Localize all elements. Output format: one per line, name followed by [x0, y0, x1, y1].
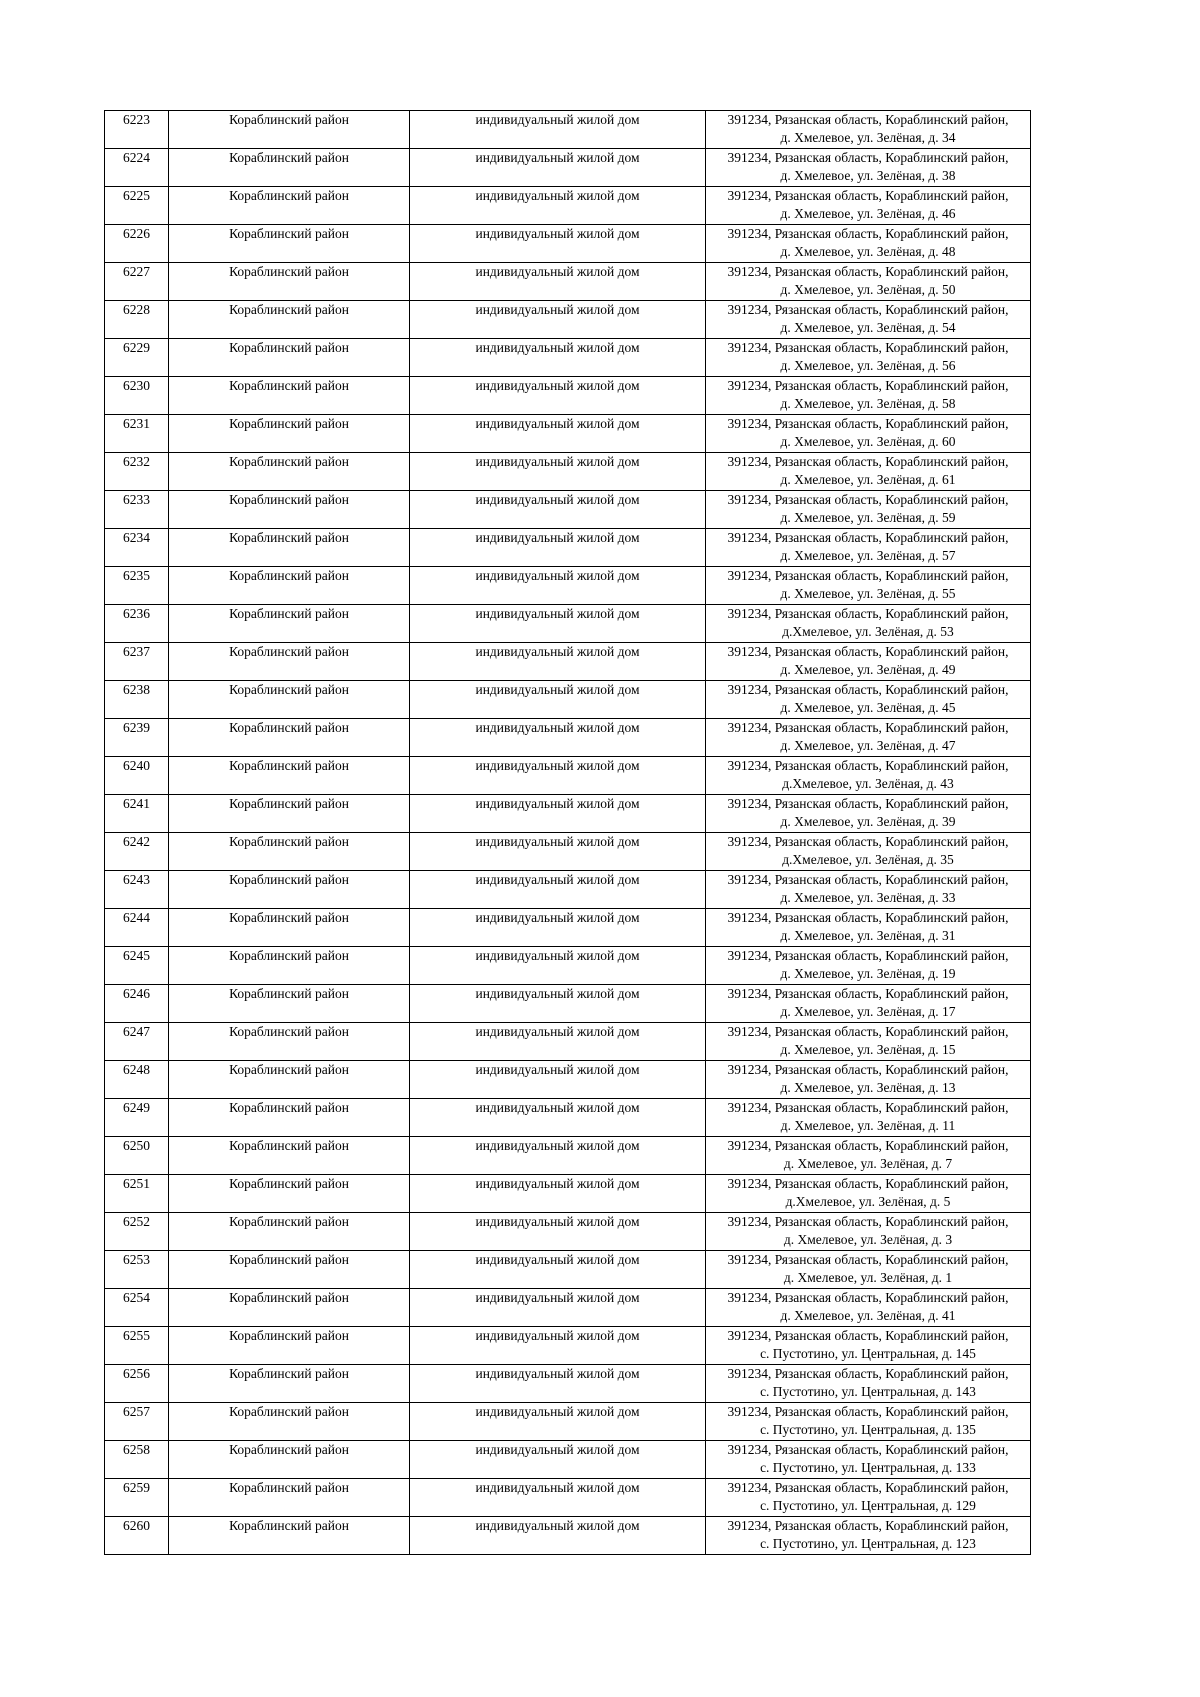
address-cell [706, 757, 1031, 795]
address-cell [706, 909, 1031, 947]
district-cell: Кораблинский район [169, 529, 410, 567]
district-cell: Кораблинский район [169, 1175, 410, 1213]
address-line-2: д. Хмелевое, ул. Зелёная, д. 46 [780, 206, 956, 221]
address-line-1: 391234, Рязанская область, Кораблинский район, [727, 682, 1009, 697]
row-number-cell: 6236 [105, 605, 169, 643]
address-cell [706, 1061, 1031, 1099]
table-row [105, 149, 1031, 187]
address-line-2: д. Хмелевое, ул. Зелёная, д. 19 [780, 966, 956, 981]
building-type-cell: индивидуальный жилой дом [410, 1061, 706, 1099]
address-line-2: д. Хмелевое, ул. Зелёная, д. 54 [780, 320, 956, 335]
table-row [105, 453, 1031, 491]
table-row [105, 605, 1031, 643]
district-cell: Кораблинский район [169, 605, 410, 643]
table-row [105, 187, 1031, 225]
table-row [105, 263, 1031, 301]
row-number-cell: 6237 [105, 643, 169, 681]
address-line-2: д. Хмелевое, ул. Зелёная, д. 3 [783, 1232, 953, 1247]
district-cell: Кораблинский район [169, 947, 410, 985]
address-cell [706, 1137, 1031, 1175]
address-cell [706, 1251, 1031, 1289]
registry-table-body [105, 111, 1031, 1555]
address-cell [706, 1327, 1031, 1365]
address-line-1: 391234, Рязанская область, Кораблинский район, [727, 1024, 1009, 1039]
address-cell [706, 187, 1031, 225]
row-number-cell: 6230 [105, 377, 169, 415]
table-row [105, 529, 1031, 567]
district-cell: Кораблинский район [169, 1023, 410, 1061]
address-line-2: д. Хмелевое, ул. Зелёная, д. 57 [780, 548, 956, 563]
building-type-cell: индивидуальный жилой дом [410, 681, 706, 719]
address-line-2: д. Хмелевое, ул. Зелёная, д. 15 [780, 1042, 956, 1057]
address-cell [706, 225, 1031, 263]
address-line-1: 391234, Рязанская область, Кораблинский район, [727, 378, 1009, 393]
table-row [105, 1479, 1031, 1517]
row-number-cell: 6225 [105, 187, 169, 225]
address-line-2: д. Хмелевое, ул. Зелёная, д. 48 [780, 244, 956, 259]
district-cell: Кораблинский район [169, 1403, 410, 1441]
table-row [105, 1403, 1031, 1441]
address-line-2: д. Хмелевое, ул. Зелёная, д. 7 [783, 1156, 953, 1171]
district-cell: Кораблинский район [169, 263, 410, 301]
building-type-cell: индивидуальный жилой дом [410, 263, 706, 301]
address-line-1: 391234, Рязанская область, Кораблинский район, [727, 910, 1009, 925]
address-cell [706, 643, 1031, 681]
building-type-cell: индивидуальный жилой дом [410, 529, 706, 567]
district-cell: Кораблинский район [169, 491, 410, 529]
row-number-cell: 6239 [105, 719, 169, 757]
row-number-cell: 6240 [105, 757, 169, 795]
table-row [105, 1061, 1031, 1099]
building-type-cell: индивидуальный жилой дом [410, 1251, 706, 1289]
address-cell [706, 795, 1031, 833]
address-line-1: 391234, Рязанская область, Кораблинский район, [727, 1442, 1009, 1457]
table-row [105, 1365, 1031, 1403]
table-row [105, 377, 1031, 415]
address-line-1: 391234, Рязанская область, Кораблинский район, [727, 1176, 1009, 1191]
table-row [105, 1099, 1031, 1137]
building-type-cell: индивидуальный жилой дом [410, 871, 706, 909]
address-line-1: 391234, Рязанская область, Кораблинский район, [727, 644, 1009, 659]
address-cell [706, 1479, 1031, 1517]
address-line-1: 391234, Рязанская область, Кораблинский район, [727, 454, 1009, 469]
address-line-2: с. Пустотино, ул. Центральная, д. 145 [760, 1346, 976, 1361]
row-number-cell: 6260 [105, 1517, 169, 1555]
housing-registry-table [104, 110, 1031, 1555]
building-type-cell: индивидуальный жилой дом [410, 1023, 706, 1061]
row-number-cell: 6247 [105, 1023, 169, 1061]
address-line-1: 391234, Рязанская область, Кораблинский район, [727, 758, 1009, 773]
table-row [105, 301, 1031, 339]
district-cell: Кораблинский район [169, 1213, 410, 1251]
address-line-1: 391234, Рязанская область, Кораблинский район, [727, 492, 1009, 507]
building-type-cell: индивидуальный жилой дом [410, 909, 706, 947]
building-type-cell: индивидуальный жилой дом [410, 301, 706, 339]
district-cell: Кораблинский район [169, 415, 410, 453]
district-cell: Кораблинский район [169, 377, 410, 415]
building-type-cell: индивидуальный жилой дом [410, 1479, 706, 1517]
building-type-cell: индивидуальный жилой дом [410, 1365, 706, 1403]
table-row [105, 1213, 1031, 1251]
building-type-cell: индивидуальный жилой дом [410, 111, 706, 149]
table-row [105, 1137, 1031, 1175]
building-type-cell: индивидуальный жилой дом [410, 567, 706, 605]
address-line-1: 391234, Рязанская область, Кораблинский район, [727, 1518, 1009, 1533]
building-type-cell: индивидуальный жилой дом [410, 1327, 706, 1365]
table-row [105, 1517, 1031, 1555]
address-line-2: д. Хмелевое, ул. Зелёная, д. 59 [780, 510, 956, 525]
district-cell: Кораблинский район [169, 567, 410, 605]
table-row [105, 1327, 1031, 1365]
address-line-2: д. Хмелевое, ул. Зелёная, д. 41 [780, 1308, 956, 1323]
address-line-2: д. Хмелевое, ул. Зелёная, д. 58 [780, 396, 956, 411]
address-line-1: 391234, Рязанская область, Кораблинский район, [727, 112, 1009, 127]
address-line-2: д. Хмелевое, ул. Зелёная, д. 55 [780, 586, 956, 601]
row-number-cell: 6231 [105, 415, 169, 453]
address-line-2: с. Пустотино, ул. Центральная, д. 129 [760, 1498, 976, 1513]
address-cell [706, 301, 1031, 339]
row-number-cell: 6228 [105, 301, 169, 339]
district-cell: Кораблинский район [169, 1327, 410, 1365]
address-cell [706, 871, 1031, 909]
address-line-1: 391234, Рязанская область, Кораблинский район, [727, 568, 1009, 583]
address-line-1: 391234, Рязанская область, Кораблинский район, [727, 1214, 1009, 1229]
address-line-1: 391234, Рязанская область, Кораблинский район, [727, 1252, 1009, 1267]
building-type-cell: индивидуальный жилой дом [410, 453, 706, 491]
address-line-1: 391234, Рязанская область, Кораблинский район, [727, 986, 1009, 1001]
row-number-cell: 6257 [105, 1403, 169, 1441]
address-line-1: 391234, Рязанская область, Кораблинский район, [727, 872, 1009, 887]
address-line-1: 391234, Рязанская область, Кораблинский район, [727, 1404, 1009, 1419]
address-line-1: 391234, Рязанская область, Кораблинский район, [727, 226, 1009, 241]
table-row [105, 567, 1031, 605]
district-cell: Кораблинский район [169, 681, 410, 719]
address-cell [706, 719, 1031, 757]
row-number-cell: 6229 [105, 339, 169, 377]
address-cell [706, 1289, 1031, 1327]
row-number-cell: 6253 [105, 1251, 169, 1289]
table-row [105, 909, 1031, 947]
address-cell [706, 1365, 1031, 1403]
table-row [105, 111, 1031, 149]
row-number-cell: 6258 [105, 1441, 169, 1479]
address-cell [706, 985, 1031, 1023]
building-type-cell: индивидуальный жилой дом [410, 1213, 706, 1251]
address-line-1: 391234, Рязанская область, Кораблинский район, [727, 150, 1009, 165]
address-cell [706, 415, 1031, 453]
row-number-cell: 6224 [105, 149, 169, 187]
table-row [105, 947, 1031, 985]
building-type-cell: индивидуальный жилой дом [410, 491, 706, 529]
table-row [105, 985, 1031, 1023]
address-line-2: д. Хмелевое, ул. Зелёная, д. 56 [780, 358, 956, 373]
address-line-2: д.Хмелевое, ул. Зелёная, д. 35 [782, 852, 954, 867]
address-line-2: с. Пустотино, ул. Центральная, д. 143 [760, 1384, 976, 1399]
address-cell [706, 1099, 1031, 1137]
address-line-1: 391234, Рязанская область, Кораблинский район, [727, 1328, 1009, 1343]
row-number-cell: 6259 [105, 1479, 169, 1517]
address-line-2: д. Хмелевое, ул. Зелёная, д. 47 [780, 738, 956, 753]
address-line-2: д.Хмелевое, ул. Зелёная, д. 5 [785, 1194, 951, 1209]
address-line-2: д. Хмелевое, ул. Зелёная, д. 50 [780, 282, 956, 297]
building-type-cell: индивидуальный жилой дом [410, 795, 706, 833]
table-row [105, 833, 1031, 871]
address-cell [706, 567, 1031, 605]
row-number-cell: 6246 [105, 985, 169, 1023]
address-cell [706, 1403, 1031, 1441]
address-line-2: д. Хмелевое, ул. Зелёная, д. 60 [780, 434, 956, 449]
building-type-cell: индивидуальный жилой дом [410, 187, 706, 225]
district-cell: Кораблинский район [169, 1251, 410, 1289]
address-cell [706, 339, 1031, 377]
building-type-cell: индивидуальный жилой дом [410, 149, 706, 187]
district-cell: Кораблинский район [169, 643, 410, 681]
building-type-cell: индивидуальный жилой дом [410, 1517, 706, 1555]
building-type-cell: индивидуальный жилой дом [410, 643, 706, 681]
building-type-cell: индивидуальный жилой дом [410, 1137, 706, 1175]
district-cell: Кораблинский район [169, 1061, 410, 1099]
table-row [105, 1175, 1031, 1213]
address-cell [706, 1023, 1031, 1061]
building-type-cell: индивидуальный жилой дом [410, 757, 706, 795]
district-cell: Кораблинский район [169, 719, 410, 757]
address-cell [706, 111, 1031, 149]
district-cell: Кораблинский район [169, 909, 410, 947]
address-line-2: д. Хмелевое, ул. Зелёная, д. 1 [783, 1270, 953, 1285]
address-line-1: 391234, Рязанская область, Кораблинский район, [727, 1290, 1009, 1305]
row-number-cell: 6226 [105, 225, 169, 263]
address-line-2: д. Хмелевое, ул. Зелёная, д. 34 [780, 130, 956, 145]
row-number-cell: 6238 [105, 681, 169, 719]
row-number-cell: 6233 [105, 491, 169, 529]
district-cell: Кораблинский район [169, 111, 410, 149]
address-cell [706, 947, 1031, 985]
row-number-cell: 6251 [105, 1175, 169, 1213]
district-cell: Кораблинский район [169, 1365, 410, 1403]
table-row [105, 681, 1031, 719]
address-line-2: д. Хмелевое, ул. Зелёная, д. 45 [780, 700, 956, 715]
address-line-2: с. Пустотино, ул. Центральная, д. 133 [760, 1460, 976, 1475]
row-number-cell: 6249 [105, 1099, 169, 1137]
building-type-cell: индивидуальный жилой дом [410, 1403, 706, 1441]
table-row [105, 1023, 1031, 1061]
district-cell: Кораблинский район [169, 1441, 410, 1479]
table-row [105, 225, 1031, 263]
address-line-1: 391234, Рязанская область, Кораблинский район, [727, 1138, 1009, 1153]
district-cell: Кораблинский район [169, 1517, 410, 1555]
table-row [105, 643, 1031, 681]
district-cell: Кораблинский район [169, 833, 410, 871]
row-number-cell: 6243 [105, 871, 169, 909]
address-line-1: 391234, Рязанская область, Кораблинский район, [727, 606, 1009, 621]
district-cell: Кораблинский район [169, 1099, 410, 1137]
address-line-1: 391234, Рязанская область, Кораблинский район, [727, 1480, 1009, 1495]
address-line-2: д. Хмелевое, ул. Зелёная, д. 38 [780, 168, 956, 183]
row-number-cell: 6255 [105, 1327, 169, 1365]
address-cell [706, 833, 1031, 871]
table-row [105, 415, 1031, 453]
address-line-1: 391234, Рязанская область, Кораблинский район, [727, 834, 1009, 849]
building-type-cell: индивидуальный жилой дом [410, 719, 706, 757]
address-cell [706, 605, 1031, 643]
building-type-cell: индивидуальный жилой дом [410, 1441, 706, 1479]
address-line-1: 391234, Рязанская область, Кораблинский район, [727, 340, 1009, 355]
table-row [105, 339, 1031, 377]
address-cell [706, 149, 1031, 187]
table-row [105, 757, 1031, 795]
building-type-cell: индивидуальный жилой дом [410, 225, 706, 263]
address-cell [706, 453, 1031, 491]
row-number-cell: 6244 [105, 909, 169, 947]
address-cell [706, 1441, 1031, 1479]
row-number-cell: 6242 [105, 833, 169, 871]
address-line-2: с. Пустотино, ул. Центральная, д. 135 [760, 1422, 976, 1437]
row-number-cell: 6241 [105, 795, 169, 833]
building-type-cell: индивидуальный жилой дом [410, 1099, 706, 1137]
address-line-1: 391234, Рязанская область, Кораблинский район, [727, 796, 1009, 811]
district-cell: Кораблинский район [169, 871, 410, 909]
district-cell: Кораблинский район [169, 149, 410, 187]
address-line-1: 391234, Рязанская область, Кораблинский район, [727, 720, 1009, 735]
address-line-1: 391234, Рязанская область, Кораблинский район, [727, 1062, 1009, 1077]
district-cell: Кораблинский район [169, 757, 410, 795]
district-cell: Кораблинский район [169, 1479, 410, 1517]
address-line-2: д. Хмелевое, ул. Зелёная, д. 17 [780, 1004, 956, 1019]
address-line-2: д. Хмелевое, ул. Зелёная, д. 11 [780, 1118, 956, 1133]
address-cell [706, 1517, 1031, 1555]
building-type-cell: индивидуальный жилой дом [410, 1289, 706, 1327]
building-type-cell: индивидуальный жилой дом [410, 339, 706, 377]
row-number-cell: 6223 [105, 111, 169, 149]
address-cell [706, 491, 1031, 529]
address-line-2: д.Хмелевое, ул. Зелёная, д. 43 [782, 776, 954, 791]
address-line-2: с. Пустотино, ул. Центральная, д. 123 [760, 1536, 976, 1551]
address-cell [706, 529, 1031, 567]
district-cell: Кораблинский район [169, 795, 410, 833]
district-cell: Кораблинский район [169, 187, 410, 225]
address-cell [706, 681, 1031, 719]
building-type-cell: индивидуальный жилой дом [410, 833, 706, 871]
building-type-cell: индивидуальный жилой дом [410, 1175, 706, 1213]
table-row [105, 871, 1031, 909]
district-cell: Кораблинский район [169, 1289, 410, 1327]
row-number-cell: 6234 [105, 529, 169, 567]
row-number-cell: 6248 [105, 1061, 169, 1099]
row-number-cell: 6252 [105, 1213, 169, 1251]
building-type-cell: индивидуальный жилой дом [410, 415, 706, 453]
row-number-cell: 6232 [105, 453, 169, 491]
table-row [105, 1289, 1031, 1327]
address-cell [706, 377, 1031, 415]
address-line-2: д.Хмелевое, ул. Зелёная, д. 53 [782, 624, 954, 639]
row-number-cell: 6256 [105, 1365, 169, 1403]
district-cell: Кораблинский район [169, 453, 410, 491]
building-type-cell: индивидуальный жилой дом [410, 377, 706, 415]
address-line-1: 391234, Рязанская область, Кораблинский район, [727, 188, 1009, 203]
address-line-1: 391234, Рязанская область, Кораблинский район, [727, 1100, 1009, 1115]
district-cell: Кораблинский район [169, 339, 410, 377]
address-line-1: 391234, Рязанская область, Кораблинский район, [727, 1366, 1009, 1381]
address-line-2: д. Хмелевое, ул. Зелёная, д. 39 [780, 814, 956, 829]
address-line-1: 391234, Рязанская область, Кораблинский район, [727, 264, 1009, 279]
district-cell: Кораблинский район [169, 1137, 410, 1175]
address-line-2: д. Хмелевое, ул. Зелёная, д. 33 [780, 890, 956, 905]
address-line-1: 391234, Рязанская область, Кораблинский район, [727, 948, 1009, 963]
row-number-cell: 6235 [105, 567, 169, 605]
table-row [105, 795, 1031, 833]
row-number-cell: 6254 [105, 1289, 169, 1327]
address-line-1: 391234, Рязанская область, Кораблинский район, [727, 302, 1009, 317]
row-number-cell: 6227 [105, 263, 169, 301]
building-type-cell: индивидуальный жилой дом [410, 605, 706, 643]
table-row [105, 491, 1031, 529]
building-type-cell: индивидуальный жилой дом [410, 947, 706, 985]
address-line-2: д. Хмелевое, ул. Зелёная, д. 49 [780, 662, 956, 677]
row-number-cell: 6245 [105, 947, 169, 985]
table-row [105, 1251, 1031, 1289]
address-cell [706, 1213, 1031, 1251]
address-line-2: д. Хмелевое, ул. Зелёная, д. 31 [780, 928, 956, 943]
address-line-2: д. Хмелевое, ул. Зелёная, д. 61 [780, 472, 956, 487]
row-number-cell: 6250 [105, 1137, 169, 1175]
table-row [105, 719, 1031, 757]
district-cell: Кораблинский район [169, 985, 410, 1023]
address-cell [706, 263, 1031, 301]
address-line-2: д. Хмелевое, ул. Зелёная, д. 13 [780, 1080, 956, 1095]
district-cell: Кораблинский район [169, 225, 410, 263]
address-cell [706, 1175, 1031, 1213]
table-row [105, 1441, 1031, 1479]
building-type-cell: индивидуальный жилой дом [410, 985, 706, 1023]
district-cell: Кораблинский район [169, 301, 410, 339]
address-line-1: 391234, Рязанская область, Кораблинский район, [727, 416, 1009, 431]
address-line-1: 391234, Рязанская область, Кораблинский район, [727, 530, 1009, 545]
